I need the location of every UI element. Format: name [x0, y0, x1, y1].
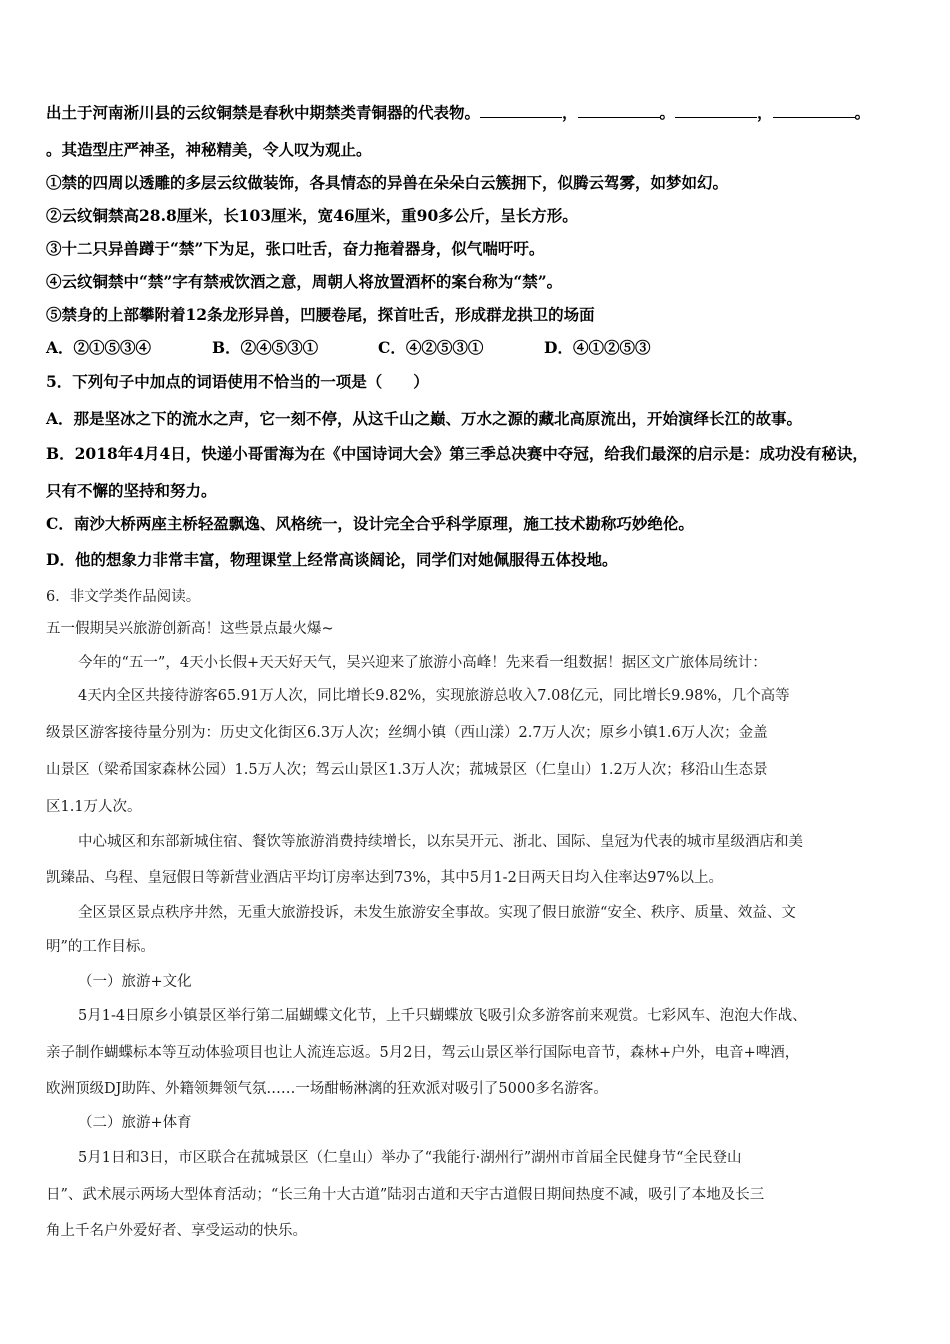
- q5-option-b[interactable]: B．2018年4月4日，快递小哥雷海为在《中国诗词大会》第三季总决赛中夺冠，给我们最深的启示是：成功没有秘诀，: [46, 444, 868, 463]
- q4-option-d[interactable]: D．④①②⑤③: [544, 338, 651, 357]
- q4-line2: 。其造型庄严神圣，神秘精美，令人叹为观止。: [46, 140, 372, 159]
- article-line: 区1.1万人次。: [46, 799, 142, 815]
- article-line: 凯臻品、乌程、皇冠假日等新营业酒店平均订房率达到73%，其中5月1-2日两天日均入住率达97%以上。: [46, 870, 724, 886]
- q4-item-1: ①禁的四周以透雕的多层云纹做装饰，各具情态的异兽在朵朵白云簇拥下，似腾云驾雾，如梦如幻。: [46, 173, 729, 192]
- section-heading-sports: （二）旅游+体育: [78, 1115, 192, 1131]
- q4-item-2: ②云纹铜禁高28.8厘米，长103厘米，宽46厘米，重90多公斤，呈长方形。: [46, 206, 578, 225]
- q5-option-a[interactable]: A．那是坚冰之下的流水之声，它一刻不停，从这千山之巅、万水之源的藏北高原流出，开始演绎长江的故事。: [46, 409, 803, 428]
- answer-blank-1[interactable]: [480, 103, 562, 118]
- q4-line1: 出土于河南淅川县的云纹铜禁是春秋中期禁类青铜器的代表物。 ， 。 ， 。: [46, 103, 871, 122]
- article-line: 明”的工作目标。: [46, 939, 155, 955]
- article-line: 角上千名户外爱好者、享受运动的快乐。: [46, 1223, 307, 1239]
- article-line: 山景区（梁希国家森林公园）1.5万人次；驾云山景区1.3万人次；菰城景区（仁皇山）1.2万人次；移沿山生态景: [46, 762, 768, 778]
- q6-stem: 6．非文学类作品阅读。: [46, 589, 201, 605]
- article-line: 中心城区和东部新城住宿、餐饮等旅游消费持续增长，以东吴开元、浙北、国际、皇冠为代表的城市星级酒店和美: [78, 834, 803, 850]
- article-paragraph: 今年的“五一”，4天小长假+天天好天气，吴兴迎来了旅游小高峰！先来看一组数据！据区文广旅体局统计：: [78, 655, 767, 671]
- article-line: 全区景区景点秩序井然，无重大旅游投诉，未发生旅游安全事故。实现了假日旅游“安全、秩序、质量、效益、文: [78, 905, 796, 921]
- answer-blank-3[interactable]: [675, 103, 757, 118]
- article-line: 欧洲顶级DJ助阵、外籍领舞领气氛……一场酣畅淋漓的狂欢派对吸引了5000多名游客。: [46, 1081, 608, 1097]
- q5-option-d[interactable]: D．他的想象力非常丰富，物理课堂上经常高谈阔论，同学们对她佩服得五体投地。: [46, 550, 618, 569]
- article-line: 日”、武术展示两场大型体育活动；“长三角十大古道”陆羽古道和天宇古道假日期间热度不减，吸引了本地及长三: [46, 1187, 765, 1203]
- q4-item-4: ④云纹铜禁中“禁”字有禁戒饮酒之意，周朝人将放置酒杯的案台称为“禁”。: [46, 272, 563, 291]
- article-title: 五一假期吴兴旅游创新高！这些景点最火爆~: [46, 621, 334, 637]
- article-line: 亲子制作蝴蝶标本等互动体验项目也让人流连忘返。5月2日，驾云山景区举行国际电音节，森林+户外，电音+啤酒，: [46, 1045, 800, 1061]
- article-line: 级景区游客接待量分别为：历史文化街区6.3万人次；丝绸小镇（西山漾）2.7万人次；原乡小镇1.6万人次；金盖: [46, 725, 768, 741]
- q5-option-c[interactable]: C．南沙大桥两座主桥轻盈飘逸、风格统一，设计完全合乎科学原理，施工技术勘称巧妙绝伦。: [46, 514, 694, 533]
- q4-option-b[interactable]: B．②④⑤③①: [212, 338, 319, 357]
- q4-stem-text: 出土于河南淅川县的云纹铜禁是春秋中期禁类青铜器的代表物。: [46, 103, 481, 122]
- article-line: 4天内全区共接待游客65.91万人次，同比增长9.82%，实现旅游总收入7.08亿元，同比增长9.98%，几个高等: [78, 688, 790, 704]
- article-line: 5月1日和3日，市区联合在菰城景区（仁皇山）举办了“我能行·湖州行”湖州市首届全民健身节“全民登山: [78, 1150, 742, 1166]
- q4-option-a[interactable]: A．②①⑤③④: [46, 338, 152, 357]
- article-line: 5月1-4日原乡小镇景区举行第二届蝴蝶文化节，上千只蝴蝶放飞吸引众多游客前来观赏。七彩风车、泡泡大作战、: [78, 1008, 807, 1024]
- q4-item-3: ③十二只异兽蹲于“禁”下为足，张口吐舌，奋力拖着器身，似气喘吁吁。: [46, 239, 545, 258]
- q5-option-b-cont: 只有不懈的坚持和努力。: [46, 481, 217, 500]
- q4-option-c[interactable]: C．④②⑤③①: [378, 338, 484, 357]
- q5-stem: 5．下列句子中加点的词语使用不恰当的一项是（ ）: [46, 372, 429, 391]
- answer-blank-4[interactable]: [773, 103, 855, 118]
- q4-item-5: ⑤禁身的上部攀附着12条龙形异兽，凹腰卷尾，探首吐舌，形成群龙拱卫的场面: [46, 305, 595, 324]
- q4-options: [46, 338, 650, 358]
- answer-blank-2[interactable]: [578, 103, 660, 118]
- section-heading-culture: （一）旅游+文化: [78, 974, 192, 990]
